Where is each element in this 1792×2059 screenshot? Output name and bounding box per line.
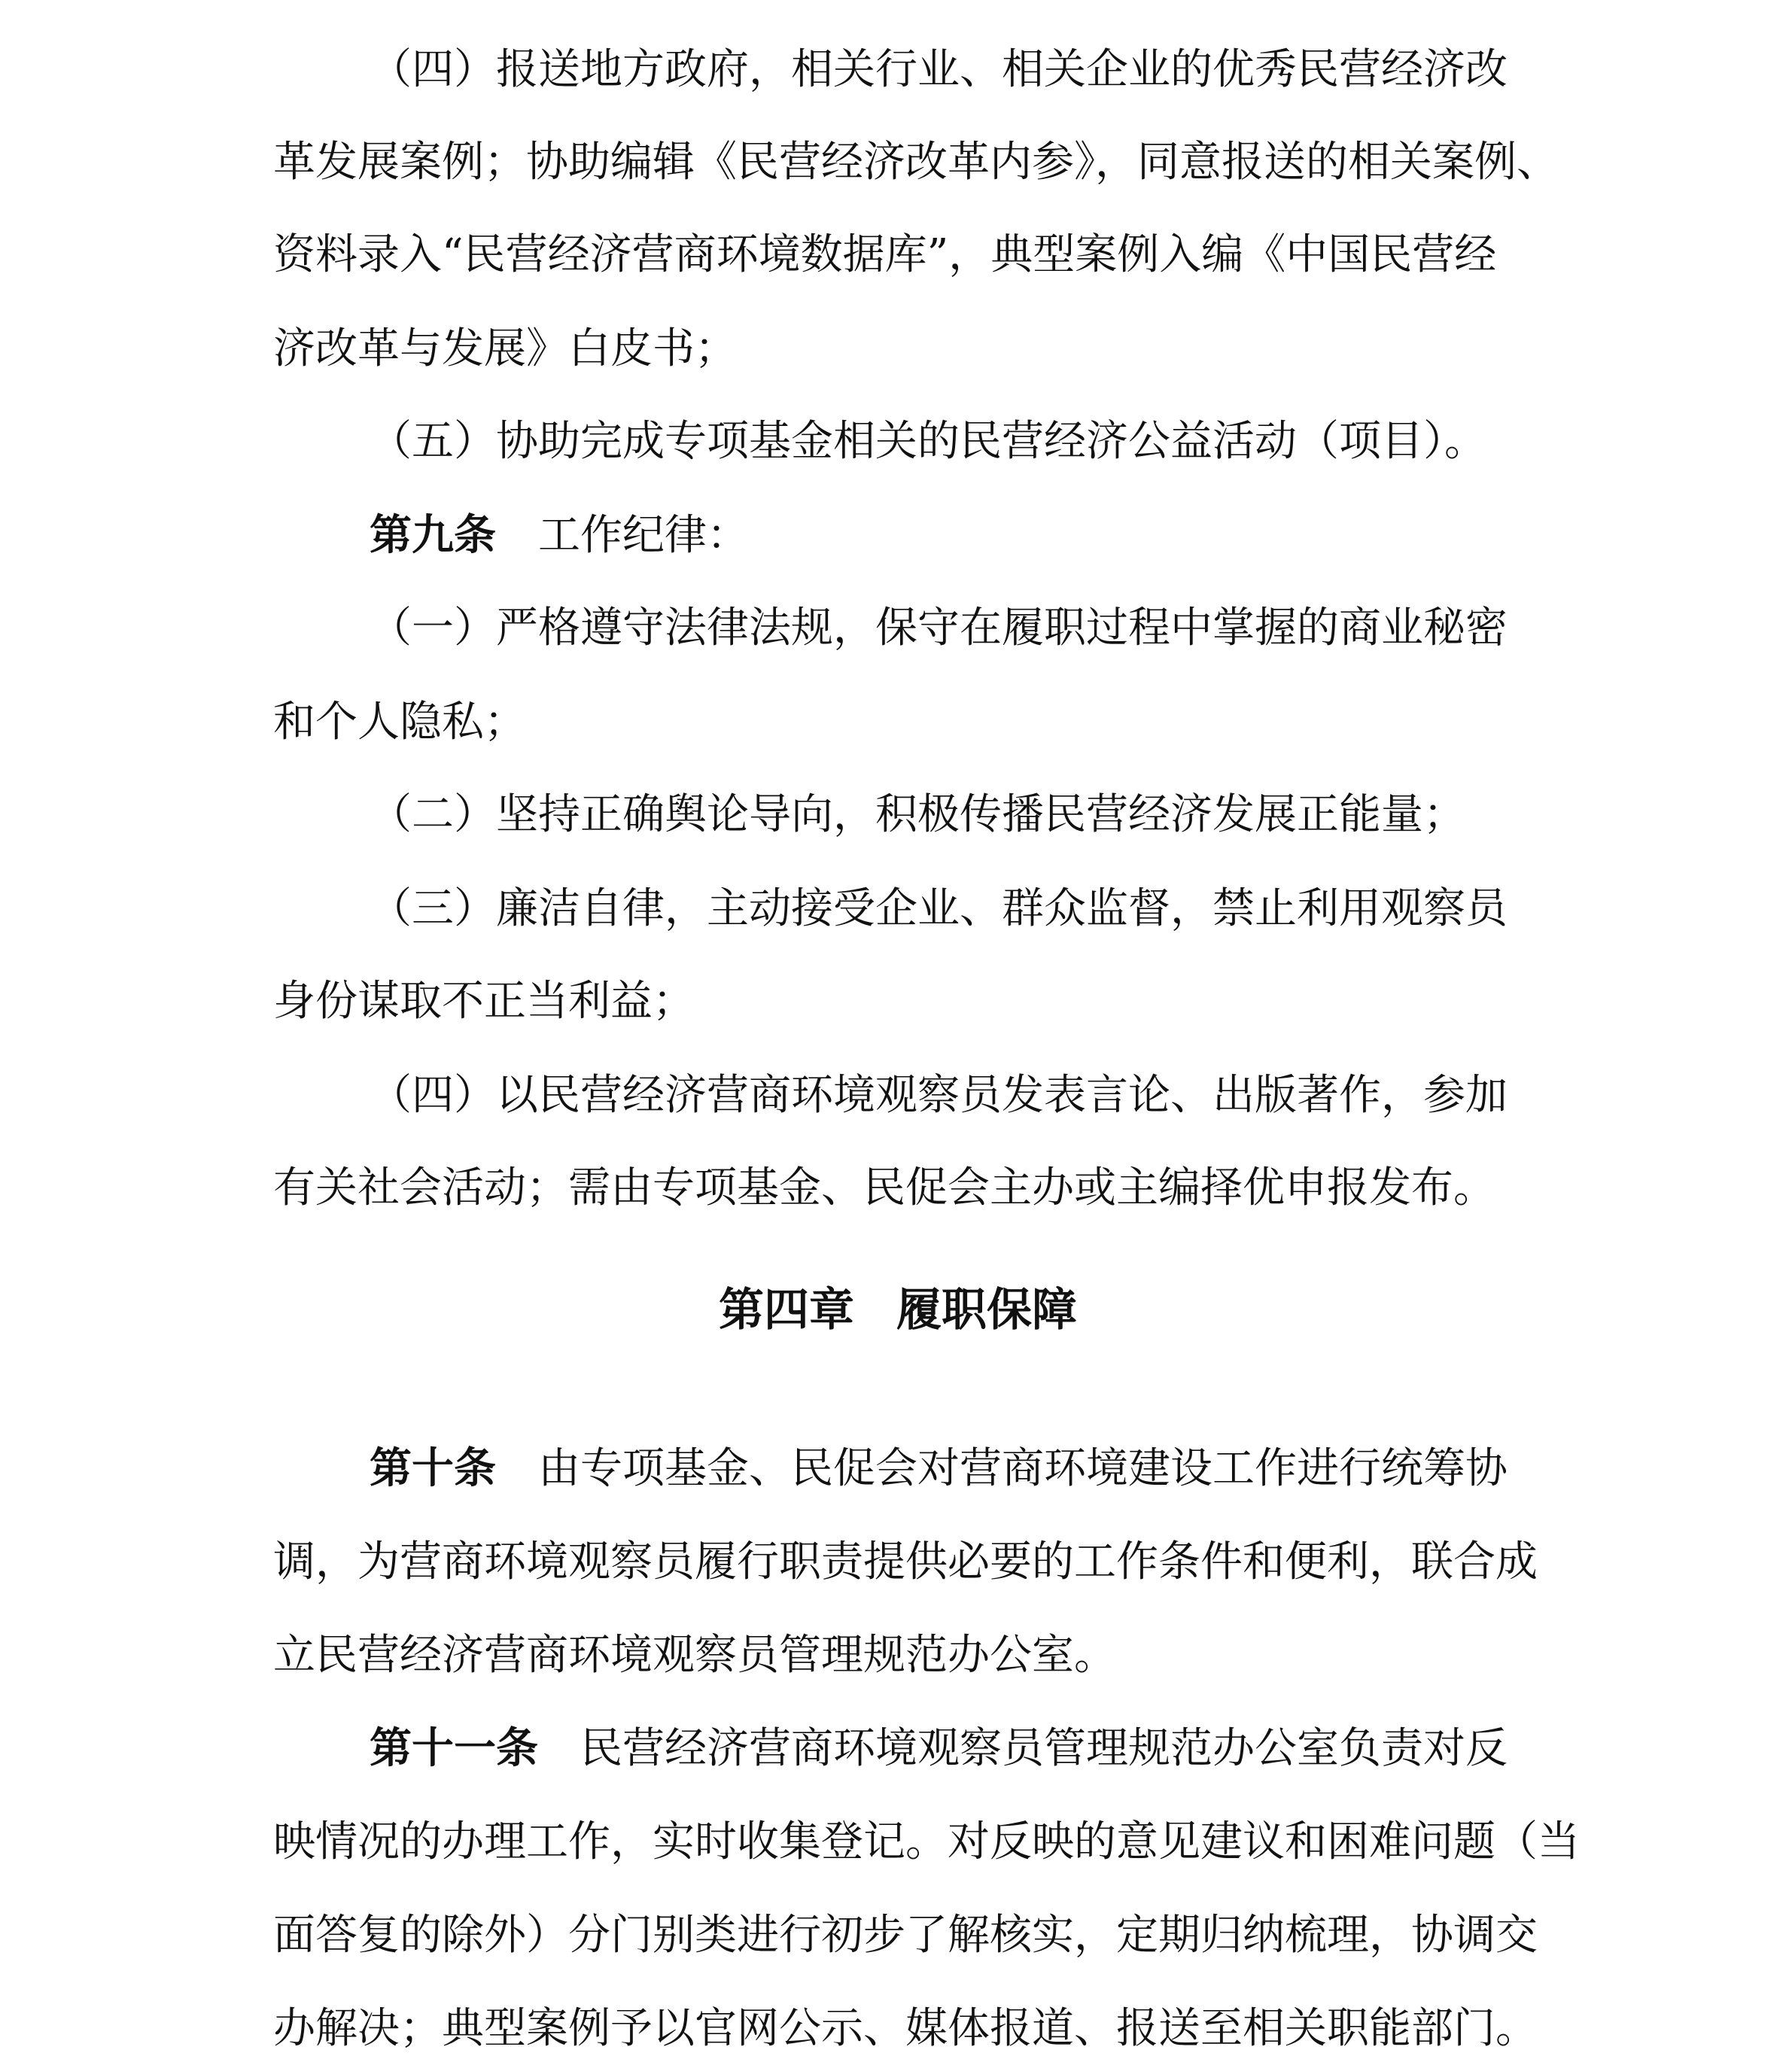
paragraph-line: （三）廉洁自律，主动接受企业、群众监督，禁止利用观察员 [370, 884, 1508, 933]
paragraph-line: 映情况的办理工作，实时收集登记。对反映的意见建议和困难问题（当 [273, 1817, 1580, 1866]
paragraph-line: （四）以民营经济营商环境观察员发表言论、出版著作，参加 [370, 1071, 1508, 1120]
article-9 [370, 506, 749, 566]
article-label: 第九条 [370, 511, 496, 560]
article-text: 民营经济营商环境观察员管理规范办公室负责对反 [580, 1724, 1508, 1773]
paragraph-line: （五）协助完成专项基金相关的民营经济公益活动（项目）。 [370, 417, 1486, 466]
paragraph-line: 和个人隐私； [273, 698, 526, 747]
paragraph-line: 革发展案例；协助编辑《民营经济改革内参》，同意报送的相关案例、 [273, 138, 1559, 187]
chapter-heading [273, 1276, 1523, 1344]
paragraph-line: 济改革与发展》白皮书； [273, 324, 737, 373]
article-label: 第十条 [370, 1444, 496, 1493]
paragraph-line: 资料录入“民营经济营商环境数据库”，典型案例入编《中国民营经 [273, 230, 1497, 279]
paragraph-line: 办解决；典型案例予以官网公示、媒体报道、报送至相关职能部门。 [273, 2004, 1538, 2053]
article-text: 工作纪律： [538, 511, 749, 560]
article-text: 由专项基金、民促会对营商环境建设工作进行统筹协 [538, 1444, 1508, 1493]
paragraph-line: （四）报送地方政府，相关行业、相关企业的优秀民营经济改 [370, 45, 1508, 94]
paragraph-line: 调，为营商环境观察员履行职责提供必要的工作条件和便利，联合成 [273, 1537, 1538, 1586]
paragraph-line: 有关社会活动；需由专项基金、民促会主办或主编择优申报发布。 [273, 1163, 1495, 1212]
paragraph-line: 面答复的除外）分门别类进行初步了解核实，定期归纳梳理，协调交 [273, 1911, 1538, 1960]
paragraph-line: 身份谋取不正当利益； [273, 977, 695, 1026]
article-10 [370, 1439, 1508, 1499]
chapter-title: 履职保障 [896, 1284, 1077, 1337]
article-11 [370, 1719, 1508, 1779]
chapter-label: 第四章 [719, 1284, 854, 1337]
paragraph-line: （二）坚持正确舆论导向，积极传播民营经济发展正能量； [370, 790, 1465, 839]
article-label: 第十一条 [370, 1724, 538, 1773]
paragraph-line: 立民营经济营商环境观察员管理规范办公室。 [273, 1631, 1116, 1680]
paragraph-line: （一）严格遵守法律法规，保守在履职过程中掌握的商业秘密 [370, 604, 1508, 652]
